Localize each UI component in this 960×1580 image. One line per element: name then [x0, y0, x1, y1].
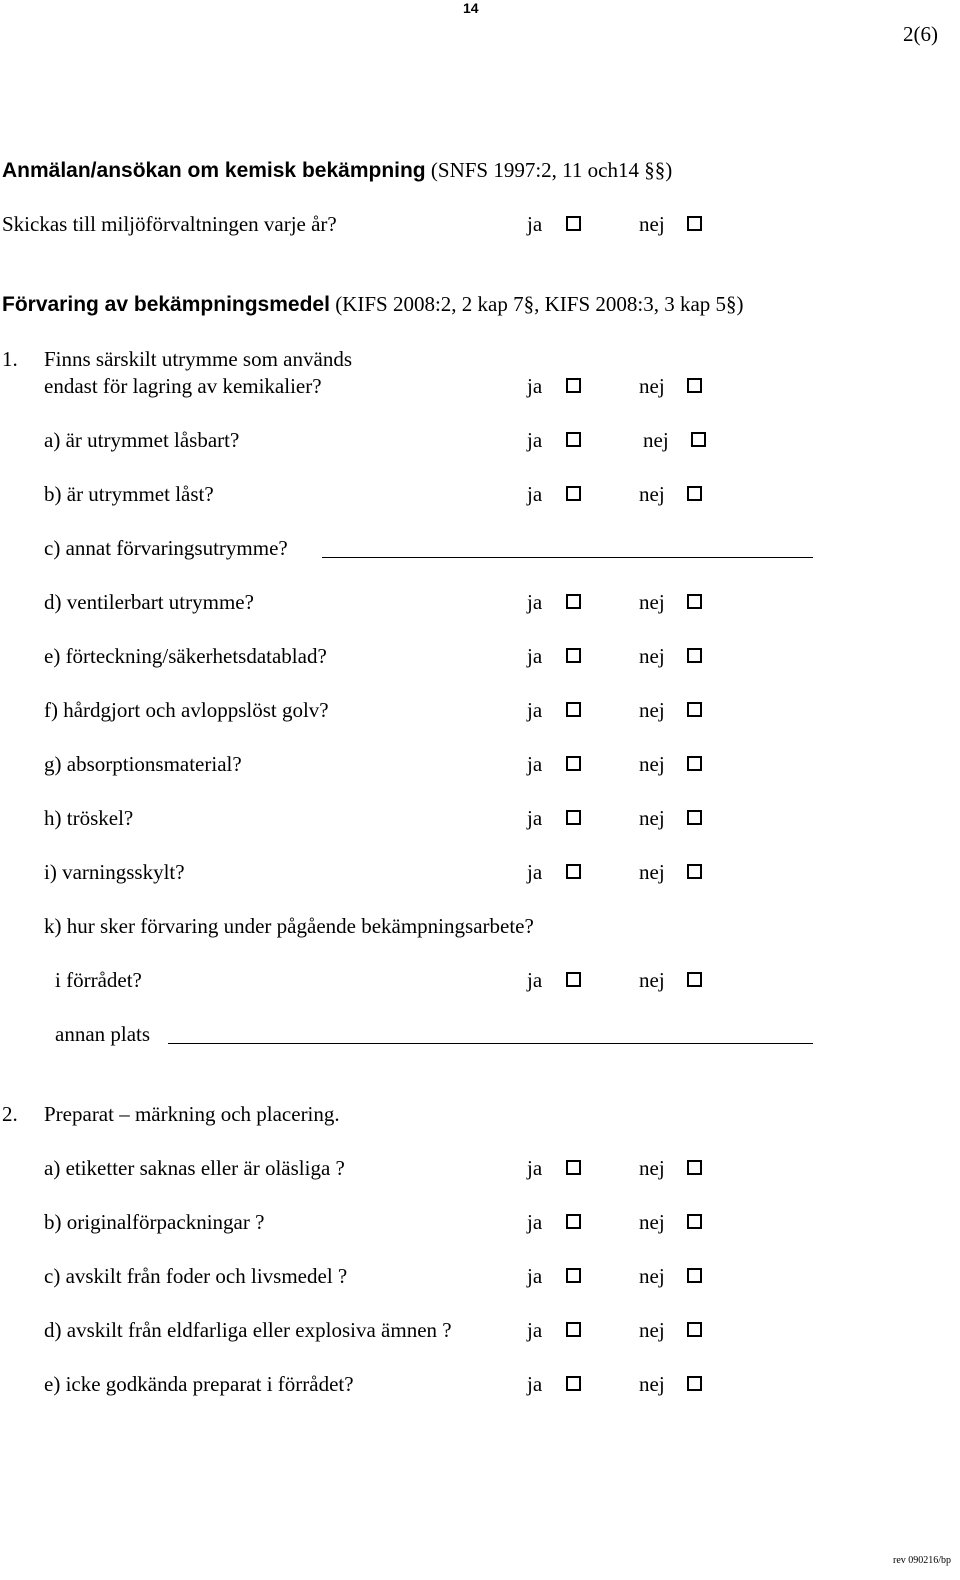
yes-label: ja [527, 644, 543, 668]
no-label: nej [639, 212, 665, 236]
q2-item-c: c) avskilt från foder och livsmedel ? [44, 1264, 348, 1288]
no-checkbox[interactable] [687, 1376, 702, 1391]
answer-line-c[interactable] [322, 557, 813, 558]
yes-checkbox[interactable] [566, 972, 581, 987]
item-e-forteckning: e) förteckning/säkerhetsdatablad? [44, 644, 327, 668]
no-checkbox[interactable] [687, 756, 702, 771]
yes-label: ja [527, 860, 543, 884]
no-checkbox[interactable] [687, 1160, 702, 1175]
question-2-title: Preparat – märkning och placering. [44, 1102, 340, 1126]
item-f-golv: f) hårdgjort och avloppslöst golv? [44, 698, 329, 722]
section-title-anmalan [2, 157, 672, 184]
yes-checkbox[interactable] [566, 756, 581, 771]
item-i-varningsskylt: i) varningsskylt? [44, 860, 185, 884]
no-checkbox[interactable] [687, 864, 702, 879]
yes-checkbox[interactable] [566, 702, 581, 717]
yes-checkbox[interactable] [566, 1268, 581, 1283]
yes-label: ja [527, 1318, 543, 1342]
q2-item-d: d) avskilt från eldfarliga eller explosiva ämnen ? [44, 1318, 452, 1342]
yes-label: ja [527, 806, 543, 830]
item-k-forvaring: k) hur sker förvaring under pågående bekämpningsarbete? [44, 914, 534, 938]
yes-label: ja [527, 428, 543, 452]
no-label: nej [639, 968, 665, 992]
yes-checkbox[interactable] [566, 1160, 581, 1175]
yes-label: ja [527, 698, 543, 722]
yes-label: ja [527, 482, 543, 506]
no-label: nej [639, 1318, 665, 1342]
no-checkbox[interactable] [687, 216, 702, 231]
yes-checkbox[interactable] [566, 432, 581, 447]
no-checkbox[interactable] [687, 1268, 702, 1283]
item-a-lasbart: a) är utrymmet låsbart? [44, 428, 240, 452]
section-title-bold: Förvaring av bekämpningsmedel [2, 293, 330, 316]
yes-checkbox[interactable] [566, 378, 581, 393]
no-label: nej [639, 1264, 665, 1288]
no-label: nej [639, 590, 665, 614]
no-label: nej [639, 644, 665, 668]
question-1-line-2: endast för lagring av kemikalier? [44, 374, 322, 398]
top-page-number: 14 [463, 0, 479, 16]
question-1-line-1: Finns särskilt utrymme som används [44, 347, 352, 371]
no-label: nej [639, 482, 665, 506]
no-label: nej [639, 698, 665, 722]
yes-checkbox[interactable] [566, 594, 581, 609]
section-title-reference: (KIFS 2008:2, 2 kap 7§, KIFS 2008:3, 3 kap 5§) [329, 292, 744, 316]
q2-item-b: b) originalförpackningar ? [44, 1210, 265, 1234]
yes-checkbox[interactable] [566, 486, 581, 501]
item-c-annat: c) annat förvaringsutrymme? [44, 536, 288, 560]
item-h-troskel: h) tröskel? [44, 806, 134, 830]
yes-label: ja [527, 590, 543, 614]
no-checkbox[interactable] [687, 702, 702, 717]
no-label: nej [639, 860, 665, 884]
no-label: nej [639, 752, 665, 776]
yes-checkbox[interactable] [566, 864, 581, 879]
revision-note: rev 090216/bp [893, 1555, 952, 1566]
yes-checkbox[interactable] [566, 216, 581, 231]
yes-label: ja [527, 968, 543, 992]
yes-checkbox[interactable] [566, 1214, 581, 1229]
yes-checkbox[interactable] [566, 810, 581, 825]
yes-checkbox[interactable] [566, 1376, 581, 1391]
item-b-last: b) är utrymmet låst? [44, 482, 214, 506]
no-checkbox[interactable] [687, 972, 702, 987]
item-k-forradet: i förrådet? [55, 968, 142, 992]
yes-label: ja [527, 1264, 543, 1288]
no-checkbox[interactable] [687, 810, 702, 825]
q2-item-a: a) etiketter saknas eller är oläsliga ? [44, 1156, 345, 1180]
no-checkbox[interactable] [687, 486, 702, 501]
no-label: nej [639, 1210, 665, 1234]
no-checkbox[interactable] [687, 1214, 702, 1229]
yes-label: ja [527, 212, 543, 236]
item-d-ventilerbart: d) ventilerbart utrymme? [44, 590, 254, 614]
question-number: 2. [2, 1102, 18, 1126]
section-title-forvaring [2, 291, 744, 318]
yes-label: ja [527, 1210, 543, 1234]
question-number: 1. [2, 347, 18, 371]
item-g-absorption: g) absorptionsmaterial? [44, 752, 242, 776]
section-title-reference: (SNFS 1997:2, 11 och14 §§) [425, 158, 673, 182]
page-indicator: 2(6) [903, 22, 938, 46]
yes-checkbox[interactable] [566, 648, 581, 663]
no-checkbox[interactable] [687, 594, 702, 609]
no-label: nej [639, 806, 665, 830]
no-label: nej [639, 1156, 665, 1180]
q2-item-e: e) icke godkända preparat i förrådet? [44, 1372, 354, 1396]
yes-label: ja [527, 1156, 543, 1180]
no-label: nej [639, 1372, 665, 1396]
no-checkbox[interactable] [691, 432, 706, 447]
no-checkbox[interactable] [687, 648, 702, 663]
yes-checkbox[interactable] [566, 1322, 581, 1337]
no-checkbox[interactable] [687, 1322, 702, 1337]
no-label: nej [643, 428, 669, 452]
answer-line-annan-plats[interactable] [168, 1043, 813, 1044]
yes-label: ja [527, 752, 543, 776]
yes-label: ja [527, 374, 543, 398]
section-title-bold: Anmälan/ansökan om kemisk bekämpning [2, 159, 426, 182]
no-checkbox[interactable] [687, 378, 702, 393]
item-k-annan-plats: annan plats [55, 1022, 151, 1046]
question-skickas: Skickas till miljöförvaltningen varje år? [2, 212, 337, 236]
no-label: nej [639, 374, 665, 398]
yes-label: ja [527, 1372, 543, 1396]
